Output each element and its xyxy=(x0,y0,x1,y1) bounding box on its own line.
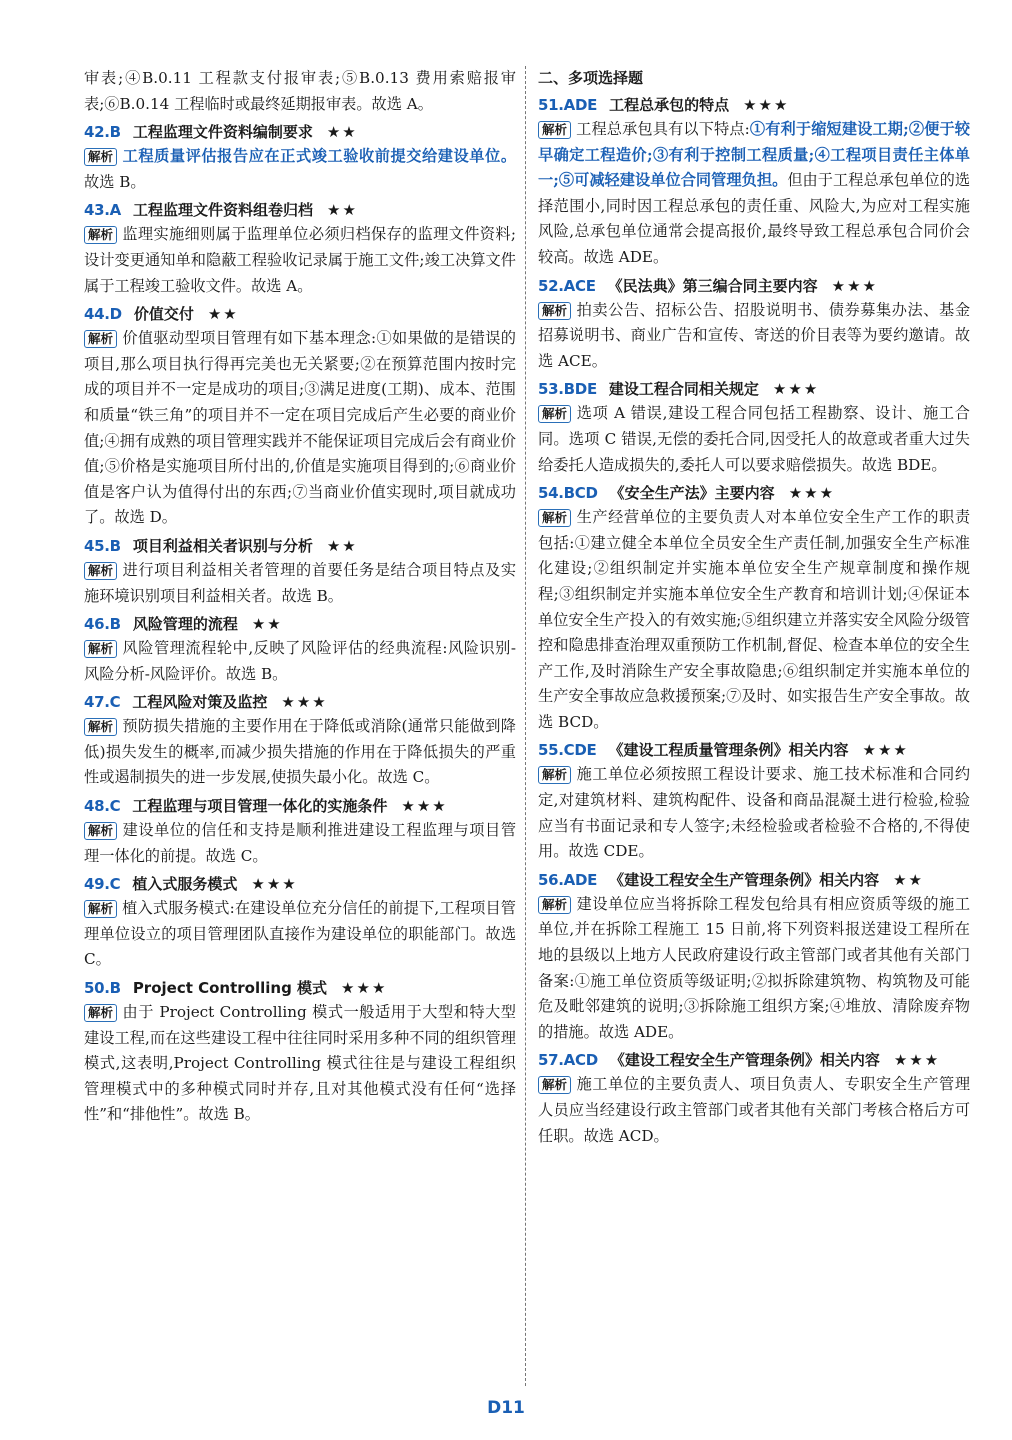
difficulty-stars: ★★★ xyxy=(401,797,448,816)
answer-number: 45.B xyxy=(84,536,121,555)
difficulty-stars: ★★ xyxy=(326,123,358,142)
explanation-text: 但由于工程总承包单位的选择范围小,同时因工程总承包的责任重、风险大,为应对工程实施风险,总承包单位通常会提高报价,最终导致工程总承包合同价会较高。故选 ADE。 xyxy=(538,171,971,266)
topic-title: 风险管理的流程 xyxy=(132,615,238,634)
right-column xyxy=(538,66,970,1150)
difficulty-stars: ★★★ xyxy=(772,380,820,399)
answer-number: 50.B xyxy=(84,979,121,998)
difficulty-stars: ★★★ xyxy=(893,1051,941,1070)
analysis-tag: 解析 xyxy=(538,121,571,139)
answer-number: 46.B xyxy=(84,615,121,634)
analysis-tag: 解析 xyxy=(84,148,117,166)
page-number: D11 xyxy=(487,1398,525,1418)
topic-title: 工程总承包的特点 xyxy=(609,96,730,114)
explanation-text: 预防损失措施的主要作用在于降低或消除(通常只能做到降低)损失发生的概率,而减少损失措施的作用在于降低损失的严重性或遏制损失的进一步发展,使损失最小化。故选 C。 xyxy=(84,717,516,787)
difficulty-stars: ★★ xyxy=(326,536,358,555)
column-divider xyxy=(525,66,526,1386)
analysis-tag: 解析 xyxy=(538,766,571,784)
difficulty-stars: ★★★ xyxy=(788,484,836,503)
section-title: 二、多项选择题 xyxy=(538,69,644,87)
topic-title: 工程风险对策及监控 xyxy=(132,693,268,712)
answer-45 xyxy=(84,534,516,609)
explanation-text: 故选 B。 xyxy=(84,172,146,191)
analysis-tag: 解析 xyxy=(84,1004,117,1022)
analysis-tag: 解析 xyxy=(84,900,117,918)
answer-47 xyxy=(84,690,516,791)
topic-title: 价值交付 xyxy=(133,305,194,324)
topic-title: 项目利益相关者识别与分析 xyxy=(132,536,313,555)
difficulty-stars: ★★ xyxy=(893,870,925,889)
difficulty-stars: ★★★ xyxy=(862,741,909,760)
analysis-tag: 解析 xyxy=(84,330,117,348)
answer-number: 51.ADE xyxy=(538,96,598,114)
explanation-text: 施工单位的主要负责人、项目负责人、专职安全生产管理人员应当经建设行政主管部门或者其他有关部门考核合格后方可任职。故选 ACD。 xyxy=(538,1075,970,1145)
analysis-tag: 解析 xyxy=(84,718,117,736)
explanation-text: 价值驱动型项目管理有如下基本理念:①如果做的是错误的项目,那么项目执行得再完美也无关紧要;②在预算范围内按时完成的项目并不一定是成功的项目;③满足进度(工期)、成本、范围和质量“铁三角”的项目并不一定在项目完成后产生必要的商业价值;④拥有成熟的项目管理实践并不能保证项目完成后会有商业价值;⑤价格是实施项目所付出的,价值是实施项目得到的;⑥商业价值是客户认为值得付出的东西;⑦当商业价值实现时,项目就成功了。故选 D。 xyxy=(84,329,516,527)
answer-49 xyxy=(84,872,516,973)
answer-53 xyxy=(538,377,970,478)
analysis-tag: 解析 xyxy=(538,509,571,527)
answer-number: 43.A xyxy=(84,201,121,220)
answer-number: 57.ACD xyxy=(538,1051,598,1070)
explanation-text: 建设单位应当将拆除工程发包给具有相应资质等级的施工单位,并在拆除工程施工 15 日前,将下列资料报送建设工程所在地的县级以上地方人民政府建设行政主管部门或者其他有关部门备案:①施工单位资质等级证明;②拟拆除建筑物、构筑物及可能危及毗邻建筑的说明;③拆除施工组织方案;④堆放、清除废弃物的措施。故选 ADE。 xyxy=(538,894,970,1041)
answer-number: 42.B xyxy=(84,123,121,142)
topic-title: 工程监理与项目管理一体化的实施条件 xyxy=(132,797,388,816)
topic-title: 《建设工程安全生产管理条例》相关内容 xyxy=(609,870,880,889)
topic-title: 植入式服务模式 xyxy=(132,875,238,894)
difficulty-stars: ★★ xyxy=(251,615,283,634)
topic-title: 建设工程合同相关规定 xyxy=(608,380,759,399)
analysis-tag: 解析 xyxy=(84,226,117,244)
answer-54 xyxy=(538,481,970,735)
answer-42 xyxy=(84,120,516,195)
analysis-tag: 解析 xyxy=(538,302,571,320)
explanation-text: 风险管理流程轮中,反映了风险评估的经典流程:风险识别-风险分析-风险评价。故选 B。 xyxy=(84,639,516,683)
explanation-text: 工程总承包具有以下特点: xyxy=(576,120,750,138)
topic-title: 《建设工程质量管理条例》相关内容 xyxy=(608,741,849,760)
answer-52 xyxy=(538,274,970,375)
difficulty-stars: ★★★ xyxy=(341,979,388,998)
difficulty-stars: ★★ xyxy=(207,305,239,324)
answer-number: 47.C xyxy=(84,693,121,712)
answer-number: 52.ACE xyxy=(538,276,596,295)
highlight-text: 工程质量评估报告应在正式竣工验收前提交给建设单位。 xyxy=(122,147,516,166)
difficulty-stars: ★★★ xyxy=(251,875,298,894)
left-column xyxy=(84,66,516,1129)
difficulty-stars: ★★★ xyxy=(831,276,878,295)
answer-51 xyxy=(538,93,970,271)
explanation-text: 选项 A 错误,建设工程合同包括工程勘察、设计、施工合同。选项 C 错误,无偿的委托合同,因受托人的故意或者重大过失给委托人造成损失的,委托人可以要求赔偿损失。故选 BDE。 xyxy=(538,404,970,474)
topic-title: 《安全生产法》主要内容 xyxy=(609,484,775,503)
explanation-text: 植入式服务模式:在建设单位充分信任的前提下,工程项目管理单位设立的项目管理团队直接作为建设单位的职能部门。故选 C。 xyxy=(84,899,516,969)
explanation-text: 生产经营单位的主要负责人对本单位安全生产工作的职责包括:①建立健全本单位全员安全生产责任制,加强安全生产标准化建设;②组织制定并实施本单位安全生产规章制度和操作规程;③组织制定并实施本单位安全生产教育和培训计划;④保证本单位安全生产投入的有效实施;⑤组织建立并落实安全风险分级管控和隐患排查治理双重预防工作机制,督促、检查本单位的安全生产工作,及时消除生产安全事故隐患;⑥组织制定并实施本单位的生产安全事故应急救援预案;⑦及时、如实报告生产安全事故。故选 BCD。 xyxy=(538,508,970,731)
topic-title: Project Controlling 模式 xyxy=(132,979,328,998)
answer-44 xyxy=(84,302,516,531)
topic-title: 工程监理文件资料组卷归档 xyxy=(132,201,313,220)
analysis-tag: 解析 xyxy=(538,405,571,423)
explanation-text: 进行项目利益相关者管理的首要任务是结合项目特点及实施环境识别项目利益相关者。故选 B。 xyxy=(84,560,516,605)
answer-48 xyxy=(84,794,516,869)
explanation-text: 拍卖公告、招标公告、招股说明书、债券募集办法、基金招募说明书、商业广告和宣传、寄送的价目表等为要约邀请。故选 ACE。 xyxy=(538,300,970,370)
answer-55 xyxy=(538,738,970,864)
answer-number: 48.C xyxy=(84,797,121,816)
answer-number: 54.BCD xyxy=(538,484,598,503)
difficulty-stars: ★★ xyxy=(327,201,358,220)
analysis-tag: 解析 xyxy=(84,640,117,658)
analysis-tag: 解析 xyxy=(84,562,117,580)
topic-title: 《建设工程安全生产管理条例》相关内容 xyxy=(609,1051,880,1070)
explanation-text: 施工单位必须按照工程设计要求、施工技术标准和合同约定,对建筑材料、建筑构配件、设备和商品混凝土进行检验,检验应当有书面记录和专人签字;未经检验或者检验不合格的,不得使用。故选 CDE。 xyxy=(538,765,970,861)
answer-number: 55.CDE xyxy=(538,741,597,760)
difficulty-stars: ★★★ xyxy=(743,96,790,114)
answer-46 xyxy=(84,612,516,687)
highlight-text: ①有利于缩短建设工期;②便于较早确定工程造价;③有利于控制工程质量;④工程项目责任主体单一;⑤可减轻建设单位合同管理负担。 xyxy=(538,120,970,190)
answer-50 xyxy=(84,976,516,1128)
analysis-tag: 解析 xyxy=(538,1076,571,1094)
continued-answer-41: 审表;④B.0.11 工程款支付报审表;⑤B.0.13 费用索赔报审表;⑥B.0.14 工程临时或最终延期报审表。故选 A。 xyxy=(84,69,516,113)
analysis-tag: 解析 xyxy=(84,822,117,840)
answer-56 xyxy=(538,868,970,1046)
answer-number: 56.ADE xyxy=(538,870,598,889)
topic-title: 工程监理文件资料编制要求 xyxy=(132,123,313,142)
answer-number: 44.D xyxy=(84,305,122,324)
answer-57 xyxy=(538,1048,970,1149)
explanation-text: 监理实施细则属于监理单位必须归档保存的监理文件资料;设计变更通知单和隐蔽工程验收记录属于施工文件;竣工决算文件属于工程竣工验收文件。故选 A。 xyxy=(84,225,516,295)
answer-43 xyxy=(84,198,516,299)
explanation-text: 建设单位的信任和支持是顺利推进建设工程监理与项目管理一体化的前提。故选 C。 xyxy=(84,821,516,865)
answer-number: 53.BDE xyxy=(538,380,597,399)
analysis-tag: 解析 xyxy=(538,896,571,914)
difficulty-stars: ★★★ xyxy=(281,693,328,712)
answer-number: 49.C xyxy=(84,875,121,894)
topic-title: 《民法典》第三编合同主要内容 xyxy=(607,276,818,295)
explanation-text: 由于 Project Controlling 模式一般适用于大型和特大型建设工程,而在这些建设工程中往往同时采用多种不同的组织管理模式,这表明,Project Controlling 模式往往是与建设工程组织管理模式中的多种模式同时并存,且对其他模式没有任何“选择性”和“排他性”。故选 B。 xyxy=(84,1003,516,1124)
